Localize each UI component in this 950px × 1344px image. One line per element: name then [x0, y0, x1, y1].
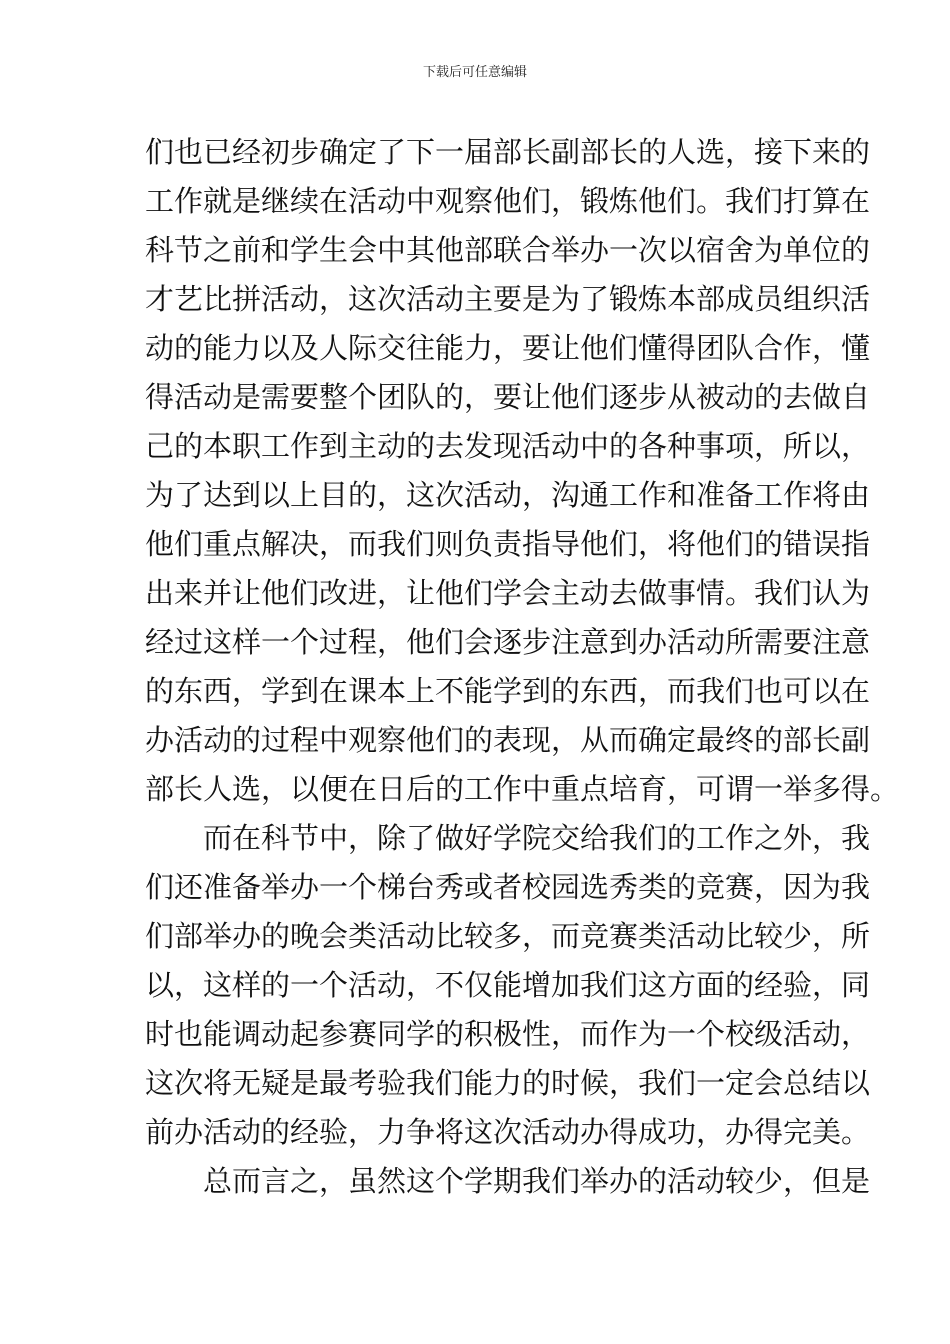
text-line: 才艺比拼活动，这次活动主要是为了锻炼本部成员组织活 [145, 282, 871, 316]
text-line: 出来并让他们改进，让他们学会主动去做事情。我们认为 [145, 576, 871, 610]
text-line: 得活动是需要整个团队的，要让他们逐步从被动的去做自 [145, 380, 871, 414]
page-header-note: 下载后可任意编辑 [422, 65, 527, 80]
text-line: 动的能力以及人际交往能力，要让他们懂得团队合作，懂 [145, 331, 871, 365]
text-line: 时也能调动起参赛同学的积极性，而作为一个校级活动， [145, 1017, 871, 1051]
text-line: 科节之前和学生会中其他部联合举办一次以宿舍为单位的 [145, 233, 871, 267]
text-line: 以，这样的一个活动，不仅能增加我们这方面的经验，同 [145, 968, 871, 1002]
paragraph-3 [145, 1157, 871, 1206]
text-line: 总而言之，虽然这个学期我们举办的活动较少，但是 [203, 1164, 871, 1198]
text-line: 为了达到以上目的，这次活动，沟通工作和准备工作将由 [145, 478, 871, 512]
document-body [145, 128, 900, 1206]
text-line: 办活动的过程中观察他们的表现，从而确定最终的部长副 [145, 723, 871, 757]
text-line: 他们重点解决，而我们则负责指导他们，将他们的错误指 [145, 527, 871, 561]
text-line: 部长人选，以便在日后的工作中重点培育，可谓一举多得。 [145, 772, 900, 806]
text-line: 们也已经初步确定了下一届部长副部长的人选，接下来的 [145, 135, 871, 169]
text-line: 们部举办的晚会类活动比较多，而竞赛类活动比较少，所 [145, 919, 871, 953]
text-line: 前办活动的经验，力争将这次活动办得成功，办得完美。 [145, 1115, 871, 1149]
paragraph-2 [145, 814, 871, 1157]
text-line: 工作就是继续在活动中观察他们，锻炼他们。我们打算在 [145, 184, 871, 218]
text-line: 而在科节中，除了做好学院交给我们的工作之外，我 [203, 821, 871, 855]
text-line: 己的本职工作到主动的去发现活动中的各种事项，所以， [145, 429, 871, 463]
text-line: 经过这样一个过程，他们会逐步注意到办活动所需要注意 [145, 625, 871, 659]
text-line: 们还准备举办一个梯台秀或者校园选秀类的竞赛，因为我 [145, 870, 871, 904]
paragraph-1 [145, 128, 900, 814]
text-line: 的东西，学到在课本上不能学到的东西，而我们也可以在 [145, 674, 871, 708]
text-line: 这次将无疑是最考验我们能力的时候，我们一定会总结以 [145, 1066, 871, 1100]
